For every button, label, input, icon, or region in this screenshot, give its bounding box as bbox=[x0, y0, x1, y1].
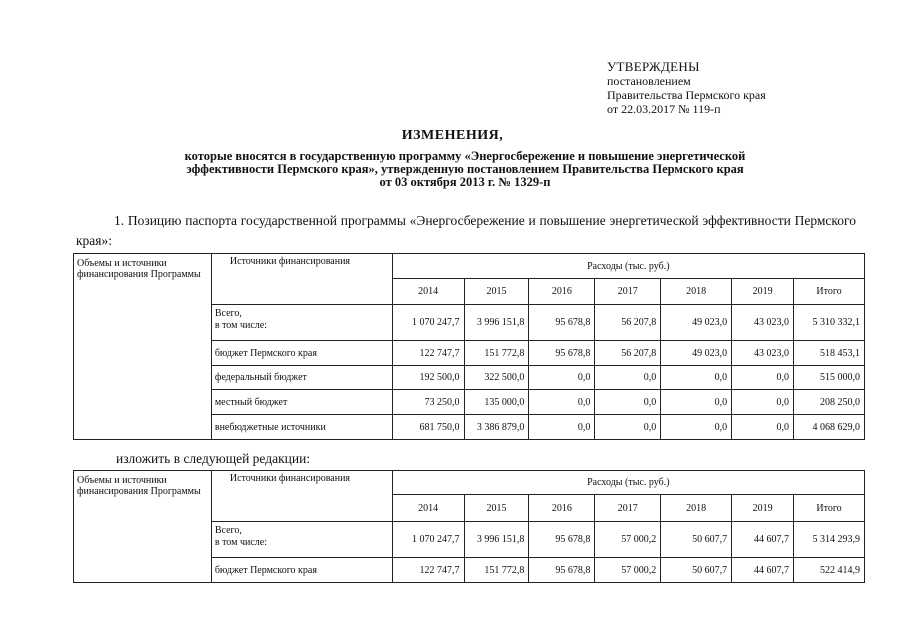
value-cell: 3 386 879,0 bbox=[464, 415, 529, 440]
funding-table-original bbox=[73, 253, 865, 440]
year-header: 2015 bbox=[464, 279, 529, 305]
total-header: Итого bbox=[794, 279, 865, 305]
value-cell: 95 678,8 bbox=[529, 558, 595, 583]
value-cell: 43 023,0 bbox=[732, 305, 794, 341]
value-cell: 95 678,8 bbox=[529, 341, 595, 366]
value-cell: 44 607,7 bbox=[732, 558, 794, 583]
year-header: 2017 bbox=[595, 279, 661, 305]
approval-line-3: от 22.03.2017 № 119-п bbox=[607, 102, 721, 116]
value-cell: 0,0 bbox=[529, 366, 595, 390]
value-cell: 522 414,9 bbox=[794, 558, 865, 583]
value-cell: 43 023,0 bbox=[732, 341, 794, 366]
year-header: 2016 bbox=[529, 279, 595, 305]
value-cell: 122 747,7 bbox=[392, 341, 464, 366]
label-total-line1: Всего, bbox=[214, 525, 242, 536]
paragraph-2: изложить в следующей редакции: bbox=[116, 451, 311, 466]
year-header: 2016 bbox=[529, 495, 595, 522]
subtitle-line-3: от 03 октября 2013 г. № 1329-п bbox=[379, 175, 551, 189]
value-cell: 95 678,8 bbox=[529, 305, 595, 341]
row-label: бюджет Пермского края bbox=[211, 341, 392, 366]
document-title: ИЗМЕНЕНИЯ, bbox=[401, 128, 504, 143]
value-cell: 122 747,7 bbox=[392, 558, 464, 583]
row-label: местный бюджет bbox=[211, 390, 392, 415]
approval-heading: УТВЕРЖДЕНЫ bbox=[607, 59, 700, 74]
value-cell: 515 000,0 bbox=[794, 366, 865, 390]
value-cell: 49 023,0 bbox=[661, 341, 732, 366]
approval-line-2: Правительства Пермского края bbox=[607, 88, 766, 102]
value-cell: 5 314 293,9 bbox=[794, 522, 865, 558]
value-cell: 322 500,0 bbox=[464, 366, 529, 390]
expenses-header: Расходы (тыс. руб.) bbox=[392, 471, 864, 495]
value-cell: 681 750,0 bbox=[392, 415, 464, 440]
value-cell: 3 996 151,8 bbox=[464, 522, 529, 558]
row-label: бюджет Пермского края bbox=[211, 558, 392, 583]
value-cell: 135 000,0 bbox=[464, 390, 529, 415]
value-cell: 1 070 247,7 bbox=[392, 522, 464, 558]
value-cell: 0,0 bbox=[529, 390, 595, 415]
value-cell: 0,0 bbox=[732, 366, 794, 390]
year-header: 2015 bbox=[464, 495, 529, 522]
row-label-total bbox=[211, 522, 392, 558]
value-cell: 151 772,8 bbox=[464, 558, 529, 583]
value-cell: 208 250,0 bbox=[794, 390, 865, 415]
value-cell: 56 207,8 bbox=[595, 341, 661, 366]
total-header: Итого bbox=[794, 495, 865, 522]
value-cell: 0,0 bbox=[595, 415, 661, 440]
label-total-line2: в том числе: bbox=[214, 537, 267, 548]
value-cell: 1 070 247,7 bbox=[392, 305, 464, 341]
expenses-header: Расходы (тыс. руб.) bbox=[392, 254, 864, 279]
row-label-total bbox=[211, 305, 392, 341]
row-label: внебюджетные источники bbox=[211, 415, 392, 440]
value-cell: 151 772,8 bbox=[464, 341, 529, 366]
value-cell: 57 000,2 bbox=[595, 522, 661, 558]
value-cell: 73 250,0 bbox=[392, 390, 464, 415]
value-cell: 56 207,8 bbox=[595, 305, 661, 341]
value-cell: 0,0 bbox=[661, 390, 732, 415]
value-cell: 3 996 151,8 bbox=[464, 305, 529, 341]
value-cell: 0,0 bbox=[529, 415, 595, 440]
subtitle-line-1: которые вносятся в государственную программу «Энергосбережение и повышение энергетической bbox=[184, 149, 746, 163]
value-cell: 0,0 bbox=[732, 390, 794, 415]
paragraph-1: 1. Позицию паспорта государственной программы «Энергосбережение и повышение энергетической эффективности Пермского края»: bbox=[76, 213, 856, 248]
label-total-line2: в том числе: bbox=[214, 320, 267, 331]
value-cell: 95 678,8 bbox=[529, 522, 595, 558]
value-cell: 0,0 bbox=[661, 366, 732, 390]
value-cell: 518 453,1 bbox=[794, 341, 865, 366]
year-header: 2018 bbox=[661, 279, 732, 305]
volumes-sources-cell: Объемы и источники финансирования Программы bbox=[74, 254, 212, 440]
document-subtitle bbox=[115, 150, 815, 189]
value-cell: 5 310 332,1 bbox=[794, 305, 865, 341]
value-cell: 50 607,7 bbox=[661, 558, 732, 583]
value-cell: 49 023,0 bbox=[661, 305, 732, 341]
year-header: 2018 bbox=[661, 495, 732, 522]
value-cell: 0,0 bbox=[595, 390, 661, 415]
value-cell: 4 068 629,0 bbox=[794, 415, 865, 440]
value-cell: 0,0 bbox=[732, 415, 794, 440]
year-header: 2019 bbox=[732, 279, 794, 305]
label-total-line1: Всего, bbox=[214, 308, 242, 319]
value-cell: 57 000,2 bbox=[595, 558, 661, 583]
value-cell: 50 607,7 bbox=[661, 522, 732, 558]
value-cell: 0,0 bbox=[661, 415, 732, 440]
row-label: федеральный бюджет bbox=[211, 366, 392, 390]
year-header: 2019 bbox=[732, 495, 794, 522]
approval-line-1: постановлением bbox=[607, 74, 691, 88]
subtitle-line-2: эффективности Пермского края», утвержденную постановлением Правительства Пермского края bbox=[186, 162, 744, 176]
sources-header: Источники финансирования bbox=[211, 254, 392, 305]
value-cell: 0,0 bbox=[595, 366, 661, 390]
year-header: 2017 bbox=[595, 495, 661, 522]
value-cell: 192 500,0 bbox=[392, 366, 464, 390]
sources-header: Источники финансирования bbox=[211, 471, 392, 522]
year-header: 2014 bbox=[392, 495, 464, 522]
year-header: 2014 bbox=[392, 279, 464, 305]
volumes-sources-cell: Объемы и источники финансирования Программы bbox=[74, 471, 212, 583]
approval-stamp bbox=[607, 60, 766, 116]
funding-table-new bbox=[73, 470, 865, 583]
value-cell: 44 607,7 bbox=[732, 522, 794, 558]
